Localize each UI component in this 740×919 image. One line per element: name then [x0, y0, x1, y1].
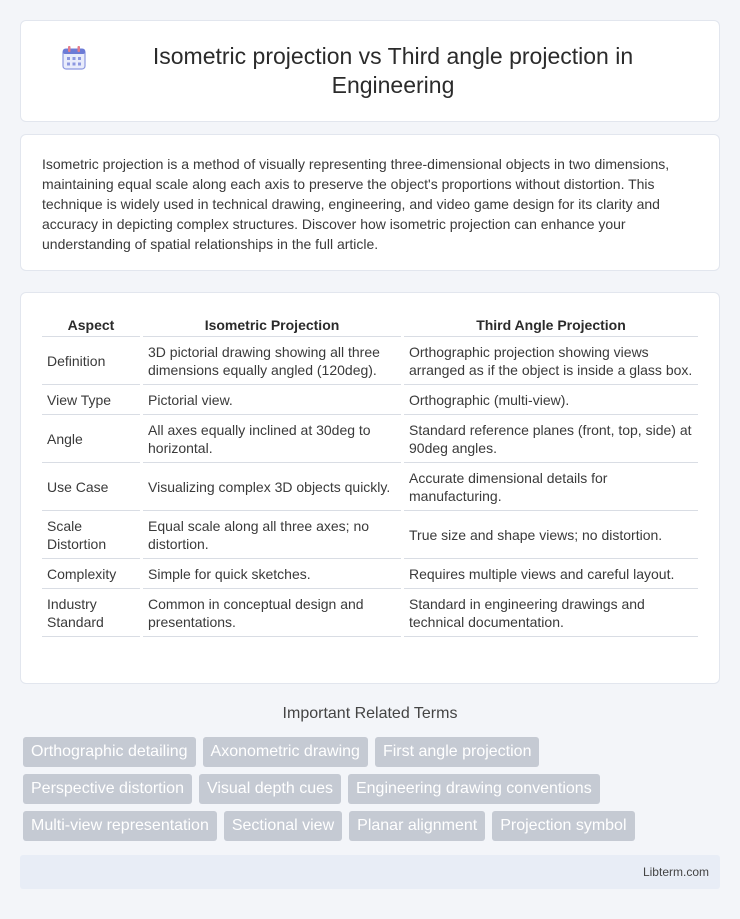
isometric-cell: Common in conceptual design and presentations.: [143, 589, 401, 637]
related-term-tag[interactable]: Perspective distortion: [23, 774, 192, 804]
table-row: [42, 559, 698, 589]
table-row: [42, 385, 698, 415]
header-aspect: Aspect: [42, 309, 140, 337]
related-term-tag[interactable]: Sectional view: [224, 811, 342, 841]
intro-text: Isometric projection is a method of visually representing three-dimensional objects in two dimensions, maintaining equal scale along each axis to preserve the object's proportions without distortion. This technique is widely used in technical drawing, engineering, and video game design for its clarity and accuracy in depicting complex structures. Discover how isometric projection can enhance your understanding of spatial relationships in the full article.: [42, 156, 670, 252]
table-header-row: [42, 309, 698, 337]
third-angle-cell: Requires multiple views and careful layout.: [404, 559, 698, 589]
third-angle-cell: Orthographic projection showing views arranged as if the object is inside a glass box.: [404, 337, 698, 385]
isometric-cell: Simple for quick sketches.: [143, 559, 401, 589]
header-isometric: Isometric Projection: [143, 309, 401, 337]
isometric-cell: 3D pictorial drawing showing all three dimensions equally angled (120deg).: [143, 337, 401, 385]
third-angle-cell: Standard in engineering drawings and technical documentation.: [404, 589, 698, 637]
footer-site-link[interactable]: Libterm.com: [642, 865, 709, 879]
table-row: [42, 415, 698, 463]
related-term-tag[interactable]: Axonometric drawing: [203, 737, 368, 767]
aspect-cell: View Type: [42, 385, 140, 415]
table-row: [42, 589, 698, 637]
isometric-cell: Equal scale along all three axes; no distortion.: [143, 511, 401, 559]
related-terms-list: [23, 737, 713, 841]
isometric-cell: Pictorial view.: [143, 385, 401, 415]
third-angle-cell: Standard reference planes (front, top, side) at 90deg angles.: [404, 415, 698, 463]
aspect-cell: Scale Distortion: [42, 511, 140, 559]
related-term-tag[interactable]: Engineering drawing conventions: [348, 774, 600, 804]
table-row: [42, 337, 698, 385]
header-third-angle: Third Angle Projection: [404, 309, 698, 337]
comparison-card: [20, 292, 720, 684]
related-term-tag[interactable]: Planar alignment: [349, 811, 485, 841]
related-term-tag[interactable]: Visual depth cues: [199, 774, 341, 804]
table-row: [42, 463, 698, 511]
calendar-list-icon: [60, 44, 88, 72]
aspect-cell: Complexity: [42, 559, 140, 589]
third-angle-cell: Orthographic (multi-view).: [404, 385, 698, 415]
table-row: [42, 511, 698, 559]
third-angle-cell: Accurate dimensional details for manufacturing.: [404, 463, 698, 511]
aspect-cell: Industry Standard: [42, 589, 140, 637]
related-term-tag[interactable]: Projection symbol: [492, 811, 634, 841]
related-terms-heading: Important Related Terms: [282, 705, 458, 722]
third-angle-cell: True size and shape views; no distortion.: [404, 511, 698, 559]
related-term-tag[interactable]: Orthographic detailing: [23, 737, 196, 767]
title-card: [20, 20, 720, 122]
aspect-cell: Use Case: [42, 463, 140, 511]
page-title: Isometric projection vs Third angle projection in Engineering: [152, 43, 634, 98]
related-term-tag[interactable]: Multi-view representation: [23, 811, 217, 841]
aspect-cell: Definition: [42, 337, 140, 385]
comparison-table: [39, 309, 701, 637]
isometric-cell: All axes equally inclined at 30deg to horizontal.: [143, 415, 401, 463]
related-term-tag[interactable]: First angle projection: [375, 737, 540, 767]
title-wrap: [60, 42, 680, 100]
intro-card: [20, 134, 720, 271]
footer: [20, 855, 720, 889]
aspect-cell: Angle: [42, 415, 140, 463]
isometric-cell: Visualizing complex 3D objects quickly.: [143, 463, 401, 511]
